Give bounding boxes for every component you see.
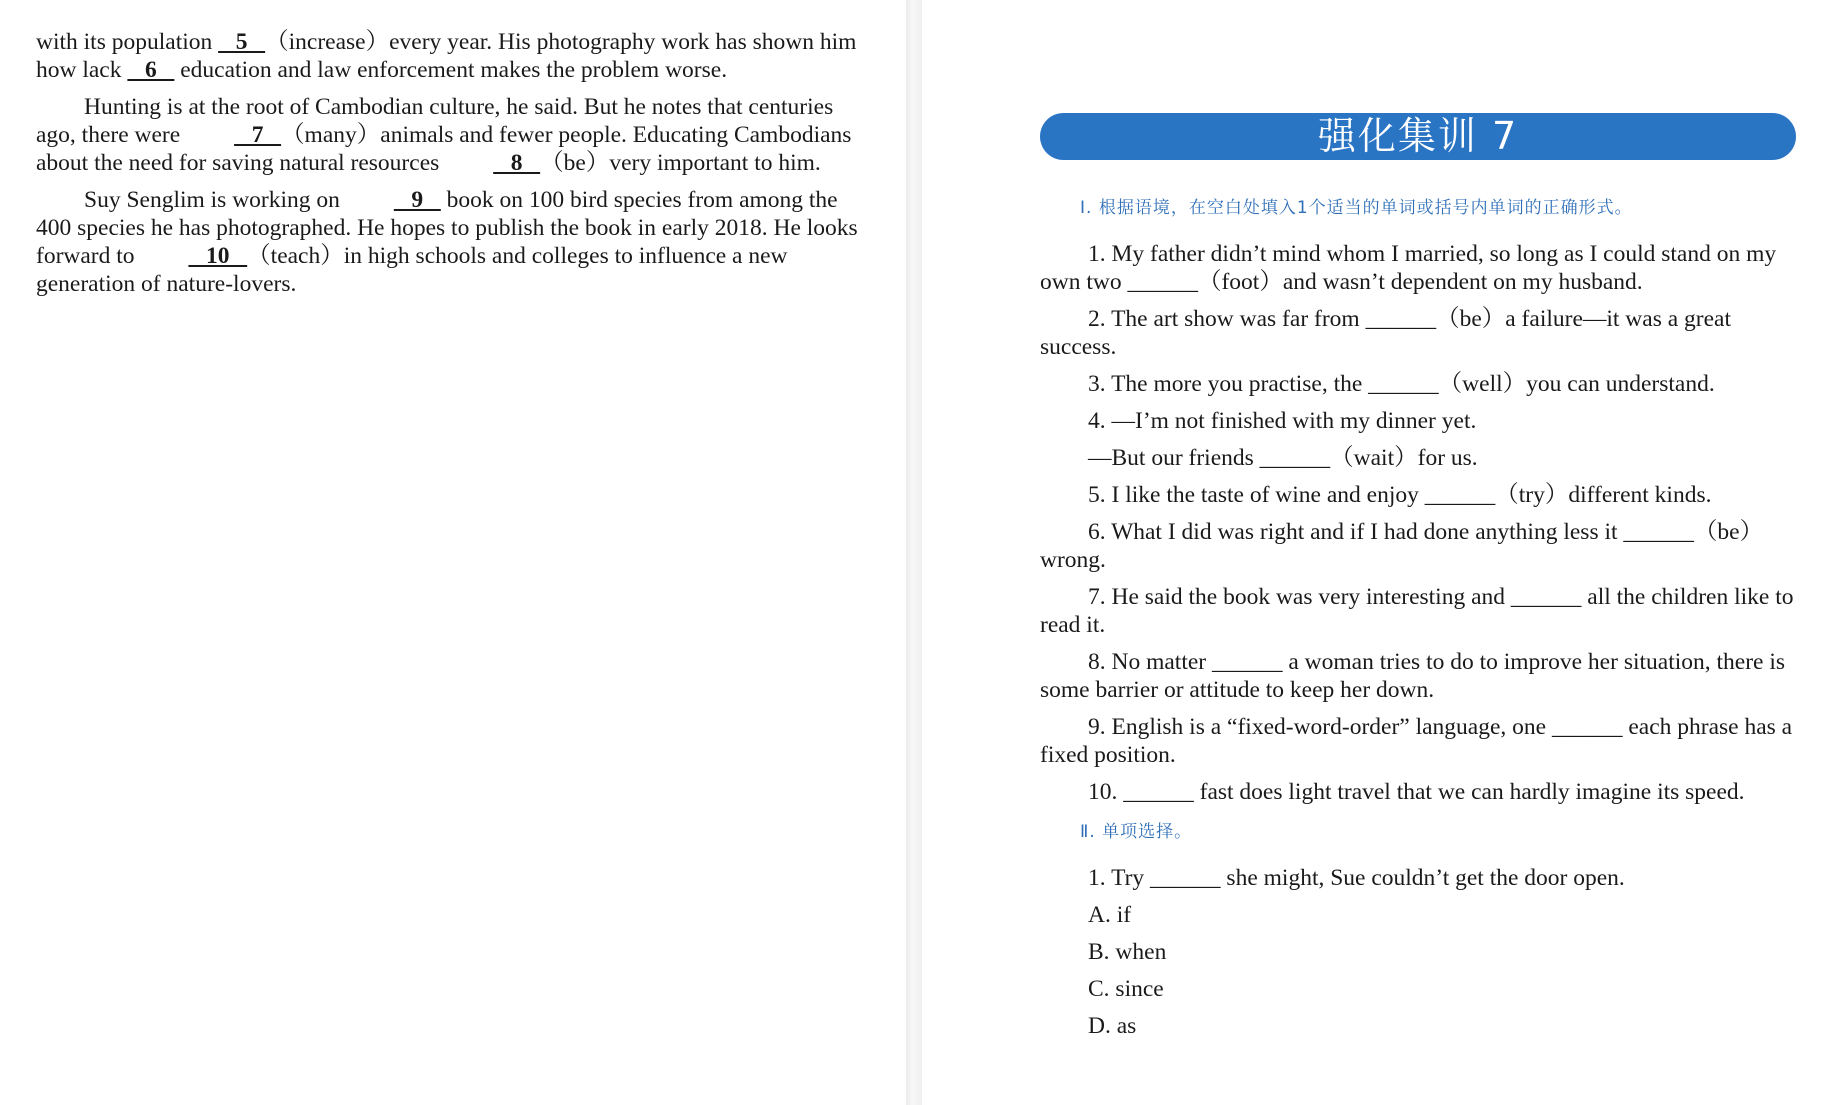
question-7: 7. He said the book was very interesting and ______ all the children like to read it. — [1040, 584, 1794, 638]
paragraph-3 — [36, 186, 870, 298]
blank-7: 7 — [234, 122, 282, 148]
left-page — [0, 0, 906, 1105]
mc-question-1: 1. Try ______ she might, Sue couldn’t get the door open. — [1088, 865, 1625, 891]
question-9: 9. English is a “fixed-word-order” language, one ______ each phrase has a fixed position. — [1040, 714, 1793, 768]
question-2: 2. The art show was far from ______（be）a failure—it was a great success. — [1040, 306, 1732, 360]
blank-6: 6 — [127, 57, 175, 83]
question-10: 10. ______ fast does light travel that we can hardly imagine its speed. — [1088, 779, 1745, 805]
question-1: 1. My father didn’t mind whom I married, so long as I could stand on my own two ______（foot）and wasn’t dependent on my husband. — [1040, 241, 1777, 295]
section-2-heading: Ⅱ. 单项选择。 — [1080, 822, 1193, 842]
text: education and law enforcement makes the problem worse. — [174, 57, 728, 83]
text: with its population — [36, 29, 219, 55]
blank-10: 10 — [188, 243, 248, 269]
text: book on 100 bird species from among the 400 species he has photographed. He hopes to publish the book in early 2018. He looks forward to — [36, 187, 858, 269]
exercise-content — [1040, 196, 1798, 1049]
question-3: 3. The more you practise, the ______（well）you can understand. — [1088, 371, 1715, 397]
text: （be）very important to him. — [540, 150, 821, 176]
paragraph-1 — [36, 28, 870, 84]
text: （teach）in high schools and colleges to influence a new generation of nature-lovers. — [36, 243, 788, 297]
blank-8: 8 — [493, 150, 541, 176]
right-page — [922, 0, 1825, 1105]
section-1-heading: Ⅰ. 根据语境，在空白处填入1个适当的单词或括号内单词的正确形式。 — [1080, 198, 1633, 218]
question-4a: 4. —I’m not finished with my dinner yet. — [1088, 408, 1477, 434]
question-8: 8. No matter ______ a woman tries to do to improve her situation, there is some barrier or attitude to keep her down. — [1040, 649, 1786, 703]
blank-5: 5 — [218, 29, 266, 55]
text: （increase）every year. His photography work has shown him how lack — [36, 29, 857, 83]
option-a: A. if — [1088, 902, 1132, 928]
question-6: 6. What I did was right and if I had done anything less it ______（be）wrong. — [1040, 519, 1764, 573]
text: Hunting is at the root of Cambodian culture, he said. But he notes that centuries ago, there were — [36, 94, 834, 148]
option-d: D. as — [1088, 1013, 1137, 1039]
page-gutter — [906, 0, 922, 1105]
question-5: 5. I like the taste of wine and enjoy ______（try）different kinds. — [1088, 482, 1712, 508]
question-4b: —But our friends ______（wait）for us. — [1088, 445, 1478, 471]
option-c: C. since — [1088, 976, 1164, 1002]
paragraph-2 — [36, 93, 870, 177]
section-banner: 强化集训 7 — [1040, 113, 1796, 160]
option-b: B. when — [1088, 939, 1167, 965]
text: Suy Senglim is working on — [84, 187, 346, 213]
blank-9: 9 — [393, 187, 441, 213]
text: （many）animals and fewer people. Educating Cambodians about the need for saving natural resources — [36, 122, 852, 176]
